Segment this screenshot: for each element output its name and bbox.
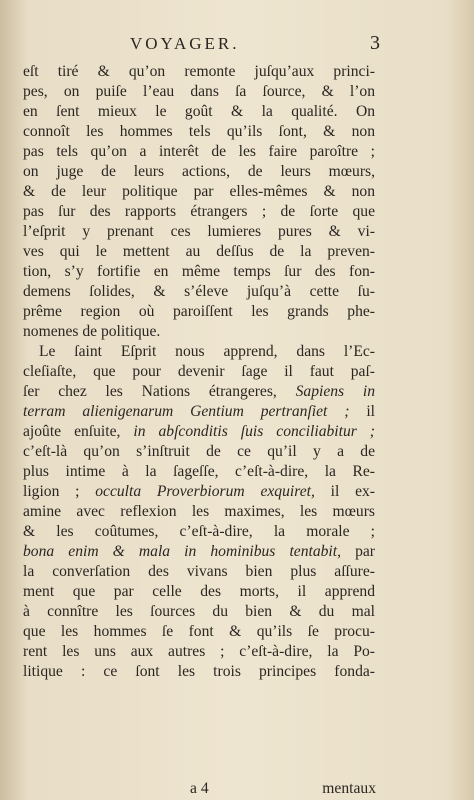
- text-line: connoît les hommes tels qu’ils ſont, & non: [23, 123, 375, 140]
- text-line: [23, 482, 375, 502]
- text-line: rent les uns aux autres ; c’eſt-à-dire, la Po-: [23, 643, 375, 660]
- text-line: amine avec reflexion les maximes, les mœurs: [23, 503, 375, 520]
- text-line: on juge de leurs actions, de leurs mœurs,: [23, 163, 375, 180]
- text-line: la converſation des vivans bien plus aſſure-: [23, 563, 375, 580]
- text-line: & de leur politique par elles-mêmes & non: [23, 183, 375, 200]
- text-line: à connître les ſources du bien & du mal: [23, 603, 375, 620]
- latin-quote: terram alienigenarum Gentium pertranſiet ;: [23, 403, 350, 420]
- text-segment: ſer chez les Nations étrangeres,: [23, 383, 277, 400]
- text-line: plus intime à la ſageſſe, c’eſt-à-dire, la Re-: [23, 463, 375, 480]
- latin-quote: in abſconditis ſuis conciliabitur ;: [133, 423, 375, 440]
- page-header: [60, 34, 380, 58]
- running-head: VOYAGER.: [130, 34, 240, 53]
- text-line: prême region où paroiſſent les grands phe-: [23, 303, 375, 320]
- text-segment: ligion ;: [23, 483, 80, 500]
- text-line: pes, on puiſe l’eau dans ſa ſource, & l’on: [23, 83, 375, 100]
- text-line: litique : ce ſont les trois principes fonda-: [23, 663, 375, 680]
- text-line: pas ſur des rapports étrangers ; de ſorte que: [23, 203, 375, 220]
- catchword: mentaux: [322, 780, 376, 797]
- text-line: l’eſprit y prenant ces lumieres pures & vi-: [23, 223, 375, 240]
- text-line: ves qui le mettent au deſſus de la preven-: [23, 243, 375, 260]
- page-footer: [40, 780, 376, 800]
- text-line: eſt tiré & qu’on remonte juſqu’aux princi-: [23, 63, 375, 80]
- text-line: en ſent mieux le goût & la qualité. On: [23, 103, 375, 120]
- text-line: cleſiaſte, que pour devenir ſage il faut paſ-: [23, 363, 375, 380]
- text-line: demens ſolides, & s’éleve juſqu’à cette ſu-: [23, 283, 375, 300]
- text-line: [23, 422, 375, 442]
- body-text: [23, 62, 375, 682]
- text-line: ment que par celle des morts, il apprend: [23, 583, 375, 600]
- text-segment: par: [355, 543, 375, 560]
- latin-quote: Sapiens in: [295, 383, 375, 400]
- latin-quote: occulta Proverbiorum exquiret,: [95, 483, 315, 500]
- text-line: pas tels qu’on a interêt de les faire paroître ;: [23, 143, 375, 160]
- text-line: nomenes de politique.: [23, 323, 161, 340]
- text-line: [23, 542, 375, 562]
- text-line: & les coûtumes, c’eſt-à-dire, la morale ;: [23, 523, 375, 540]
- text-line: [23, 402, 375, 422]
- text-line: c’eſt-là qu’on s’inſtruit de ce qu’il y a de: [23, 443, 375, 460]
- page-number: 3: [370, 32, 380, 54]
- text-segment: il: [366, 403, 375, 420]
- text-line: Le ſaint Eſprit nous apprend, dans l’Ec-: [39, 343, 375, 360]
- text-segment: ajoûte enſuite,: [23, 423, 121, 440]
- signature-mark: a 4: [190, 780, 209, 797]
- text-line: [23, 382, 375, 402]
- latin-quote: bona enim & mala in hominibus tentabit,: [23, 543, 341, 560]
- text-line: que les hommes ſe font & qu’ils ſe procu-: [23, 623, 375, 640]
- text-segment: il ex-: [330, 483, 375, 500]
- text-line: tion, s’y fortifie en même temps ſur des fon-: [23, 263, 375, 280]
